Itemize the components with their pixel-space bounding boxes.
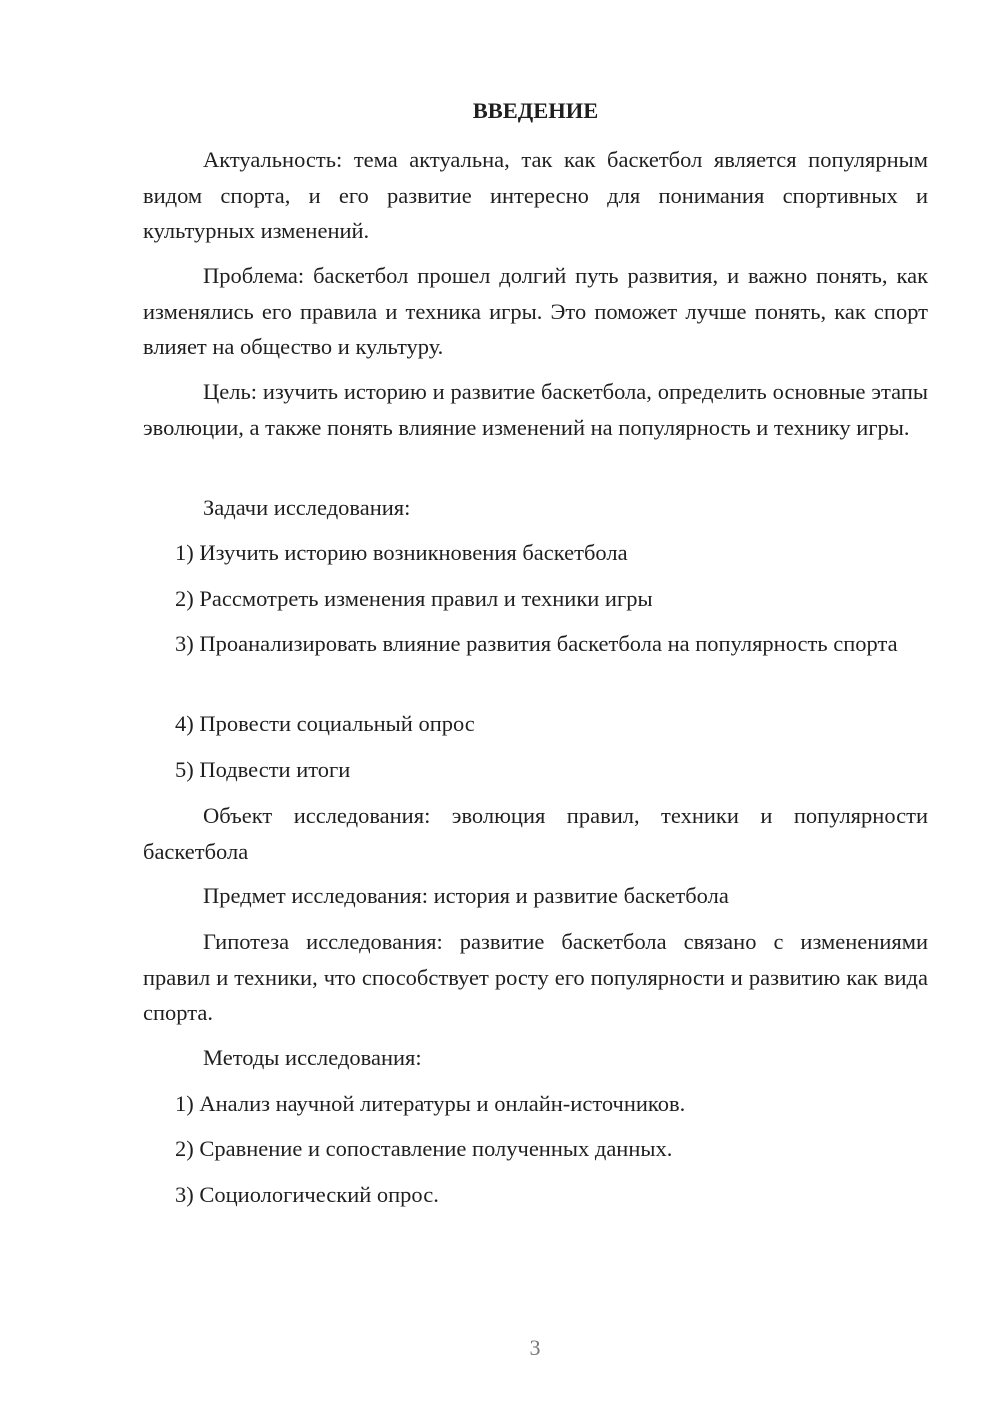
goal-paragraph: Цель: изучить историю и развитие баскетбола, определить основные этапы эволюции, а также понять влияние изменений на популярность и технику игры. (143, 379, 928, 440)
problem-paragraph: Проблема: баскетбол прошел долгий путь развития, и важно понять, как изменялись его правила и техника игры. Это поможет лучше понять, как спорт влияет на общество и культуру. (143, 263, 928, 359)
task-item-1: 1) Изучить историю возникновения баскетбола (175, 540, 628, 565)
method-item-2: 2) Сравнение и сопоставление полученных данных. (175, 1136, 673, 1161)
task-item-5: 5) Подвести итоги (175, 757, 351, 782)
page-number: 3 (529, 1335, 541, 1360)
object-paragraph: Объект исследования: эволюция правил, техники и популярности баскетбола (143, 803, 928, 864)
page-title: ВВЕДЕНИЕ (472, 98, 599, 123)
task-item-4: 4) Провести социальный опрос (175, 711, 475, 736)
methods-heading: Методы исследования: (203, 1045, 422, 1070)
task-item-2: 2) Рассмотреть изменения правил и техники игры (175, 586, 653, 611)
tasks-heading: Задачи исследования: (203, 495, 411, 520)
method-item-1: 1) Анализ научной литературы и онлайн-источников. (175, 1091, 686, 1116)
subject-paragraph: Предмет исследования: история и развитие баскетбола (203, 883, 729, 908)
task-item-3: 3) Проанализировать влияние развития баскетбола на популярность спорта (175, 631, 898, 656)
method-item-3: 3) Социологический опрос. (175, 1182, 439, 1207)
relevance-paragraph: Актуальность: тема актуальна, так как баскетбол является популярным видом спорта, и его развитие интересно для понимания спортивных и культурных изменений. (143, 147, 928, 243)
hypothesis-paragraph: Гипотеза исследования: развитие баскетбола связано с изменениями правил и техники, что способствует росту его популярности и развитию как вида спорта. (143, 929, 928, 1025)
